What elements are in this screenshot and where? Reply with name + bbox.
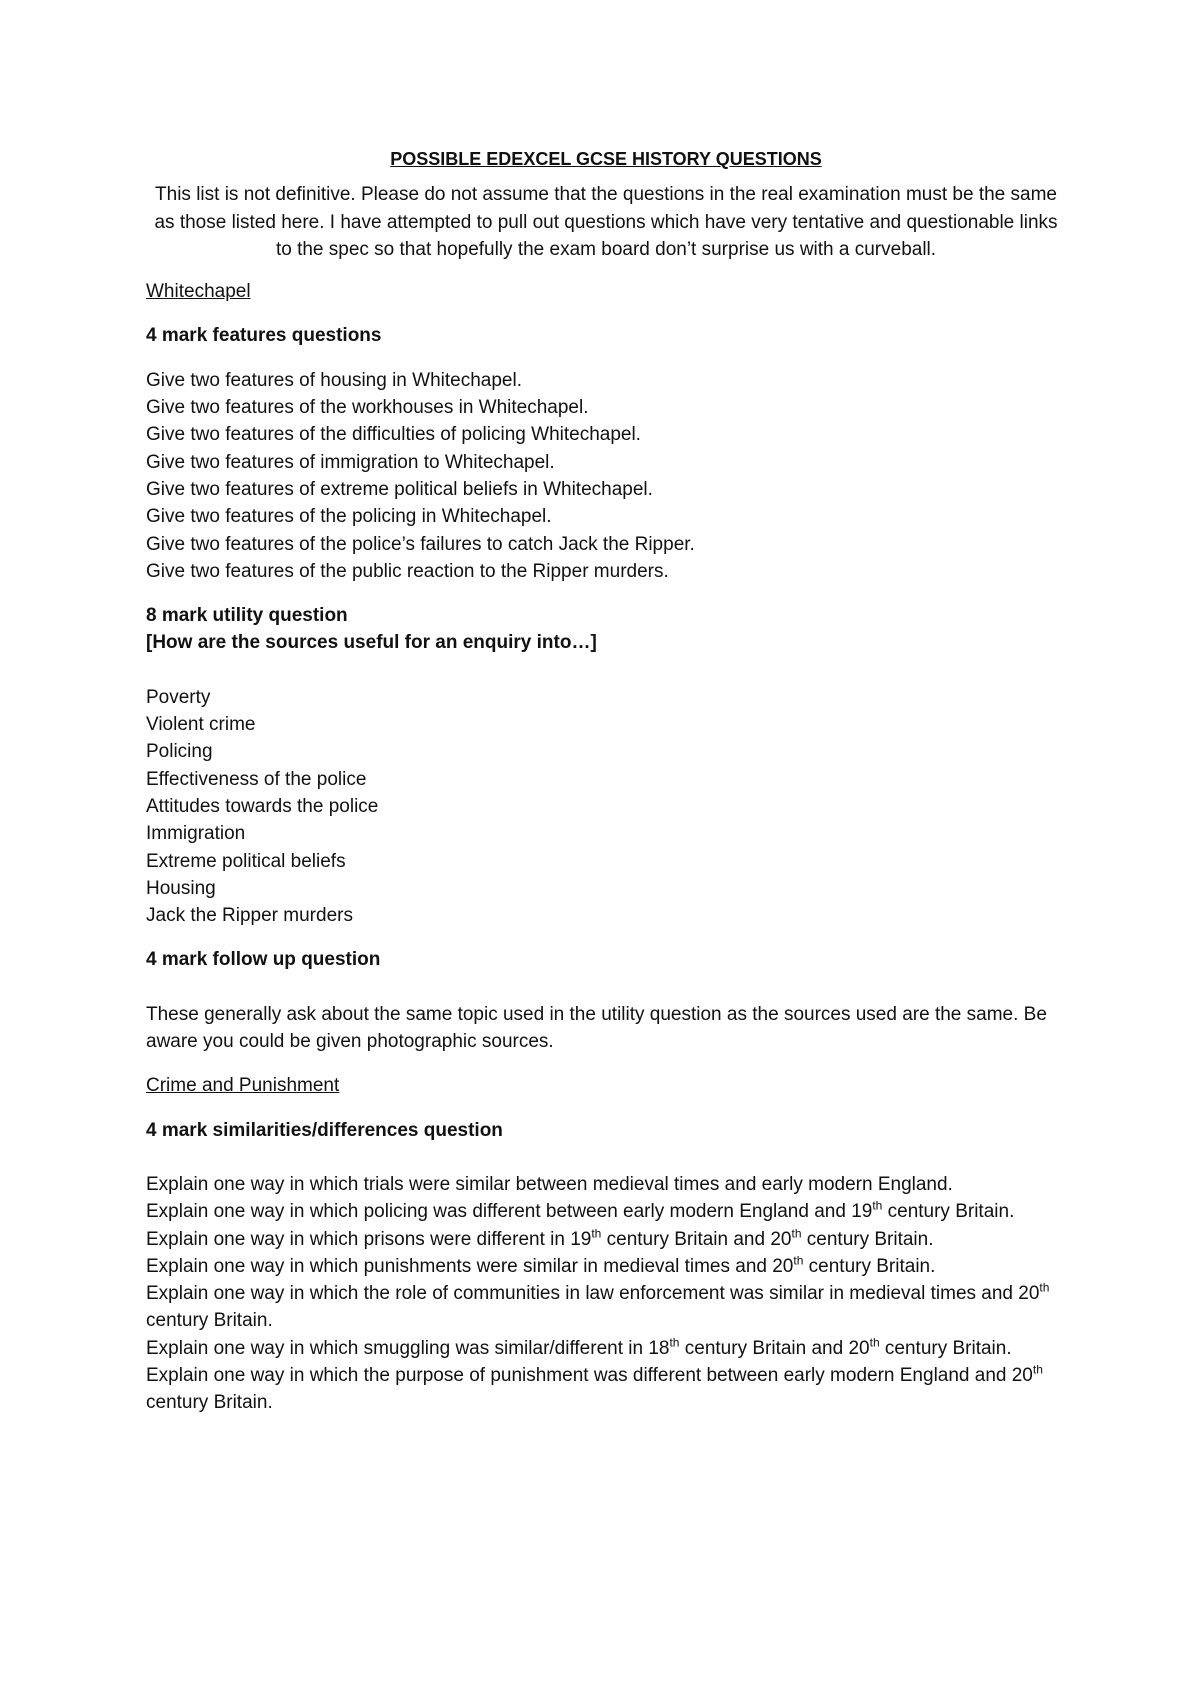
list-item-text: century Britain. (803, 1255, 936, 1277)
list-item: Give two features of the police’s failures to catch Jack the Ripper. (146, 533, 695, 555)
list-item: Extreme political beliefs (146, 850, 346, 872)
list-item: Poverty (146, 686, 211, 708)
ordinal-suffix: th (793, 1253, 804, 1268)
list-item: Attitudes towards the police (146, 795, 379, 817)
ordinal-suffix: th (869, 1335, 880, 1350)
list-item-text: Explain one way in which trials were similar between medieval times and early modern England. (146, 1173, 953, 1195)
list-item (146, 1280, 1066, 1335)
ordinal-suffix: th (669, 1335, 680, 1350)
list-item: Policing (146, 741, 213, 763)
list-item (146, 1335, 1066, 1362)
list-item: Give two features of the public reaction to the Ripper murders. (146, 560, 669, 582)
features-question-list (146, 367, 1066, 585)
list-item-text: Explain one way in which policing was different between early modern England and 19 (146, 1201, 873, 1223)
list-item-text: century Britain and 20 (601, 1228, 792, 1250)
features-question-heading: 4 mark features questions (146, 325, 382, 347)
list-item-text: Explain one way in which smuggling was similar/different in 18 (146, 1337, 670, 1359)
section-heading-whitechapel: Whitechapel (146, 281, 251, 303)
ordinal-suffix: th (591, 1226, 602, 1241)
ordinal-suffix: th (791, 1226, 802, 1241)
list-item: Give two features of the workhouses in Whitechapel. (146, 397, 589, 419)
follow-up-description: These generally ask about the same topic used in the utility question as the sources used are the same. Be aware you could be given photographic sources. (146, 1003, 1047, 1053)
follow-up-question-heading: 4 mark follow up question (146, 949, 381, 971)
list-item: Give two features of housing in Whitechapel. (146, 369, 522, 391)
list-item-text: Explain one way in which the role of communities in law enforcement was similar in medieval times and 20 (146, 1283, 1040, 1305)
list-item: Give two features of immigration to Whitechapel. (146, 451, 555, 473)
list-item (146, 1226, 1066, 1253)
list-item (146, 1198, 1066, 1225)
ordinal-suffix: th (872, 1198, 883, 1213)
list-item-text: century Britain. (801, 1228, 934, 1250)
list-item-text: century Britain. (882, 1201, 1015, 1223)
list-item: Give two features of extreme political beliefs in Whitechapel. (146, 478, 653, 500)
list-item-text: century Britain and 20 (679, 1337, 870, 1359)
utility-question-subheading: [How are the sources useful for an enquiry into…] (146, 632, 597, 654)
list-item-text: century Britain. (879, 1337, 1012, 1359)
ordinal-suffix: th (1032, 1362, 1043, 1377)
list-item: Give two features of the difficulties of policing Whitechapel. (146, 424, 641, 446)
utility-topic-list (146, 684, 1066, 930)
ordinal-suffix: th (1039, 1280, 1050, 1295)
list-item: Jack the Ripper murders (146, 905, 353, 927)
list-item: Effectiveness of the police (146, 768, 367, 790)
list-item: Housing (146, 877, 216, 899)
list-item (146, 1171, 1066, 1198)
intro-paragraph: This list is not definitive. Please do not assume that the questions in the real examination must be the same as those listed here. I have attempted to pull out questions which have very tentative and questionable links to the spec so that hopefully the exam board don’t surprise us with a curveball. (154, 184, 1058, 260)
section-heading-crime-and-punishment: Crime and Punishment (146, 1075, 340, 1097)
list-item-text: Explain one way in which punishments were similar in medieval times and 20 (146, 1255, 794, 1277)
list-item-text: Explain one way in which prisons were different in 19 (146, 1228, 592, 1250)
list-item: Immigration (146, 823, 246, 845)
list-item-text: century Britain. (146, 1310, 273, 1332)
document-content (146, 146, 1066, 1434)
list-item (146, 1253, 1066, 1280)
similarities-question-list (146, 1171, 1066, 1417)
utility-question-heading: 8 mark utility question (146, 605, 348, 627)
similarities-question-heading: 4 mark similarities/differences question (146, 1119, 503, 1141)
list-item (146, 1362, 1066, 1417)
list-item: Violent crime (146, 714, 256, 736)
list-item: Give two features of the policing in Whitechapel. (146, 506, 552, 528)
list-item-text: century Britain. (146, 1392, 273, 1414)
list-item-text: Explain one way in which the purpose of punishment was different between early modern England and 20 (146, 1364, 1033, 1386)
page-title: POSSIBLE EDEXCEL GCSE HISTORY QUESTIONS (390, 149, 822, 169)
